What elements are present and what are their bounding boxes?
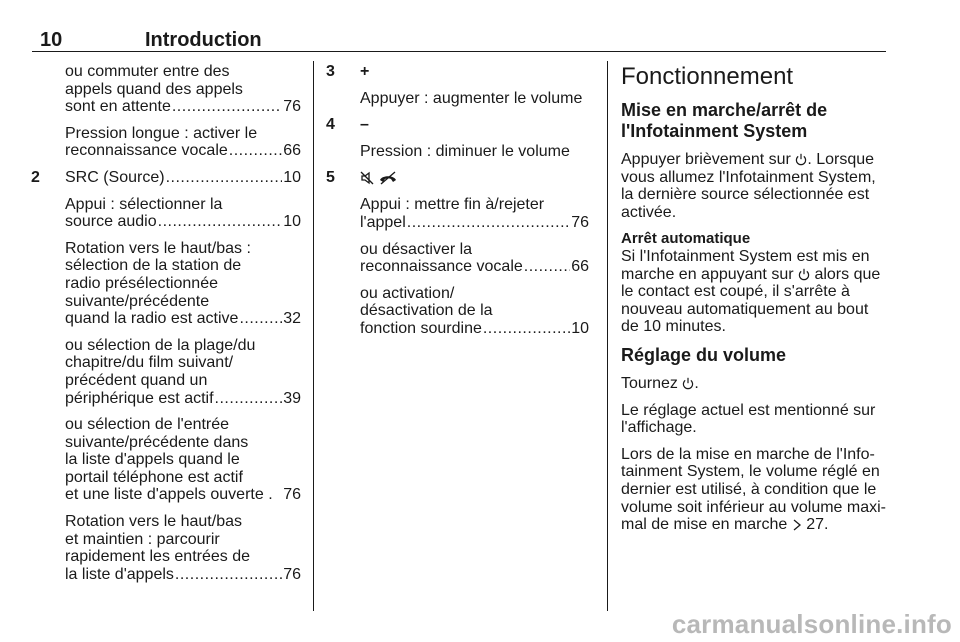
hang-up-icon [378, 171, 398, 185]
page-header [32, 28, 886, 52]
paragraph [65, 337, 301, 407]
page-ref: 76 [283, 486, 301, 504]
text-line: ou sélection de l'entrée [65, 416, 230, 434]
paragraph [65, 196, 301, 231]
page-ref: 76 [571, 213, 589, 231]
text-line: ou sélection de la plage/du [65, 336, 256, 354]
item-number: 3 [326, 63, 335, 80]
text-line: Rotation vers le haut/bas : [65, 239, 251, 257]
page-ref: 66 [283, 142, 301, 160]
continued-entry-2 [31, 125, 301, 160]
paragraph: Appuyer : augmenter le volume [360, 89, 583, 107]
toc-line: la liste d'appels ..... 76 [65, 566, 301, 584]
toc-line: quand la radio est active ..... 32 [65, 310, 301, 328]
text-line: portail téléphone est actif [65, 468, 243, 486]
minor-heading: Arrêt automatique [621, 230, 751, 248]
text-line: Appui : mettre fin à/rejeter [360, 196, 545, 214]
text-line: l'affichage. [621, 419, 697, 437]
text-line: Rotation vers le haut/bas [65, 513, 242, 531]
text-line: nouveau automatiquement au bout [621, 300, 869, 318]
chapter-title: Introduction [145, 29, 262, 51]
text-line: activée. [621, 203, 677, 221]
item-number: 5 [326, 169, 335, 187]
paragraph [65, 416, 301, 504]
continued-entry-1 [31, 63, 301, 116]
column-2 [326, 63, 589, 347]
text-line: Appui : sélectionner la [65, 195, 223, 213]
text-line: le contact est coupé, il s'arrête à [621, 283, 850, 301]
paragraph [621, 248, 889, 336]
toc-line: sont en attente ..... 76 [65, 98, 301, 116]
paragraph [621, 151, 889, 221]
toc-line: reconnaissance vocale ..... 66 [65, 142, 301, 160]
paragraph [621, 402, 889, 437]
minus-symbol: – [360, 116, 369, 134]
text-line: volume soit inférieur au volume maxi- [621, 498, 886, 516]
page-ref: 76 [283, 565, 301, 583]
column-divider-1 [313, 61, 314, 611]
text-line: radio présélectionnée [65, 274, 218, 292]
subsection-title-power: Mise en marche/arrêt de l'Infotainment System [621, 100, 828, 141]
text-line: tainment System, le volume réglé en [621, 463, 880, 481]
text-line: désactivation de la [360, 302, 493, 320]
section-title: Fonctionnement [621, 63, 794, 90]
item-5 [326, 169, 589, 337]
item-3 [326, 63, 589, 107]
text-line: Pression longue : activer le [65, 124, 258, 142]
paragraph: Pression : diminuer le volume [360, 142, 570, 160]
column-1 [31, 63, 301, 592]
button-symbols [360, 169, 589, 187]
text-line: précédent quand un [65, 371, 208, 389]
toc-line: et une liste d'appels ouverte . 76 [65, 486, 301, 504]
mute-icon [360, 171, 374, 185]
text-line: suivante/précédente [65, 292, 210, 310]
text-line: la dernière source sélectionnée est [621, 186, 870, 204]
paragraph [360, 285, 589, 338]
page-number: 10 [40, 29, 63, 51]
text-line: Appuyer brièvement sur . Lorsque [621, 151, 875, 168]
subsection-title-volume: Réglage du volume [621, 344, 787, 365]
paragraph [360, 241, 589, 276]
text-line: dernier est utilisé, à condition que le [621, 480, 877, 498]
text-line: et maintien : parcourir [65, 530, 220, 548]
page-ref: 32 [283, 310, 301, 328]
item-number: 2 [31, 168, 40, 186]
paragraph [621, 446, 889, 534]
toc-line: l'appel ..... 76 [360, 214, 589, 232]
page-ref: 39 [283, 389, 301, 407]
plus-symbol: + [360, 63, 370, 80]
toc-line: périphérique est actif ..... 39 [65, 390, 301, 408]
paragraph [65, 513, 301, 583]
watermark: carmanualsonline.info [671, 609, 952, 639]
page-ref: 66 [571, 258, 589, 276]
text-line: suivante/précédente dans [65, 433, 249, 451]
text-line: chapitre/du film suivant/ [65, 354, 234, 372]
page-ref: 27. [806, 516, 829, 534]
paragraph [65, 240, 301, 328]
text-line: rapidement les entrées de [65, 548, 250, 566]
paragraph [360, 196, 589, 231]
text-line: Si l'Infotainment System est mis en [621, 247, 870, 265]
toc-line: SRC (Source) ..... 10 [65, 169, 301, 187]
text-line: de 10 minutes. [621, 318, 726, 336]
toc-line: reconnaissance vocale ..... 66 [360, 258, 589, 276]
text-line: Le réglage actuel est mentionné sur [621, 401, 876, 419]
text-line: sélection de la station de [65, 257, 242, 275]
text-line: mal de mise en marche 27. [621, 516, 829, 534]
page-ref: 10 [283, 213, 301, 231]
column-divider-2 [607, 61, 608, 611]
text-line: ou désactiver la [360, 240, 473, 258]
text-line: ou activation/ [360, 284, 455, 302]
page-ref: 76 [283, 98, 301, 116]
text-line: la liste d'appels quand le [65, 451, 240, 469]
item-number: 4 [326, 116, 335, 134]
toc-line: source audio ..... 10 [65, 213, 301, 231]
text-line: ou commuter entre des [65, 63, 230, 80]
page-ref: 10 [571, 319, 589, 337]
page-ref: 10 [283, 168, 301, 186]
cross-reference-icon [792, 519, 802, 531]
text-line: Tournez . [621, 374, 699, 392]
paragraph [621, 375, 889, 393]
text-line: marche en appuyant sur alors que [621, 265, 881, 283]
item-4 [326, 116, 589, 160]
text-line: appels quand des appels [65, 80, 243, 98]
text-line: vous allumez l'Infotainment System, [621, 168, 876, 186]
power-icon [798, 268, 810, 281]
header-rule [32, 51, 886, 52]
power-icon [682, 377, 694, 390]
item-2 [31, 169, 301, 583]
column-3 [621, 63, 889, 543]
text-line: Lors de la mise en marche de l'Info- [621, 445, 875, 463]
power-icon [795, 153, 807, 166]
toc-line: fonction sourdine ..... 10 [360, 320, 589, 338]
